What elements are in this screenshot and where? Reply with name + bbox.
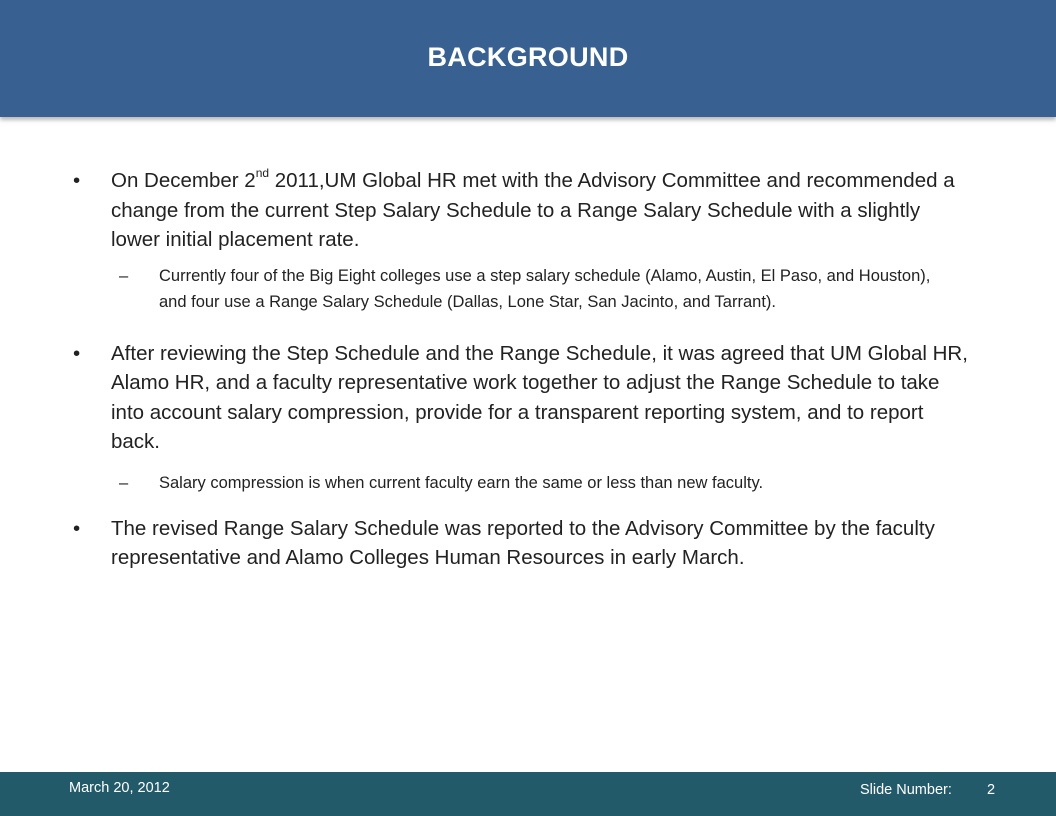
footer-date: March 20, 2012 <box>69 780 170 796</box>
bullet-text-3: The revised Range Salary Schedule was reported to the Advisory Committee by the faculty representative and Alamo Colleges Human Resources in early March. <box>111 516 935 569</box>
bullet-item-1 <box>73 166 971 255</box>
bullet-text-2: After reviewing the Step Schedule and the Range Schedule, it was agreed that UM Global HR, Alamo HR, and a faculty representative work together to adjust the Range Schedule to take into account salary compression, provide for a transparent reporting system, and to report back. <box>111 341 968 453</box>
footer-bar <box>0 772 1056 816</box>
dash-icon: – <box>119 266 129 285</box>
bullet-icon: • <box>73 516 81 540</box>
dash-icon: – <box>119 473 129 492</box>
slide-title: BACKGROUND <box>427 42 629 72</box>
sub-bullet-item-2 <box>119 470 959 496</box>
bullet-text-1 <box>111 166 955 251</box>
sub-bullet-item-1 <box>119 263 959 315</box>
bullet-icon: • <box>73 169 81 192</box>
title-bar <box>0 0 1056 117</box>
ordinal-superscript: nd <box>255 166 270 181</box>
sub-bullet-text-1: Currently four of the Big Eight colleges use a step salary schedule (Alamo, Austin, El Paso, and Houston), and four use a Range Salary Schedule (Dallas, Lone Star, San Jacinto, and Tarrant). <box>159 266 931 311</box>
bullet-text-1-start: On December 2 <box>111 169 256 192</box>
slide-body <box>0 166 1056 573</box>
bullet-item-3 <box>73 514 971 573</box>
bullet-text-1-end: 2011,UM Global HR met with the Advisory Committee and recommended a change from the current Step Salary Schedule to a Range Salary Schedule with a slightly lower initial placement rate. <box>111 169 955 251</box>
sub-bullet-text-2: Salary compression is when current faculty earn the same or less than new faculty. <box>159 473 764 492</box>
slide-number: 2 <box>987 782 996 798</box>
bullet-icon: • <box>73 341 81 365</box>
slide-number-label: Slide Number: <box>860 782 952 798</box>
bullet-item-2 <box>73 339 971 457</box>
